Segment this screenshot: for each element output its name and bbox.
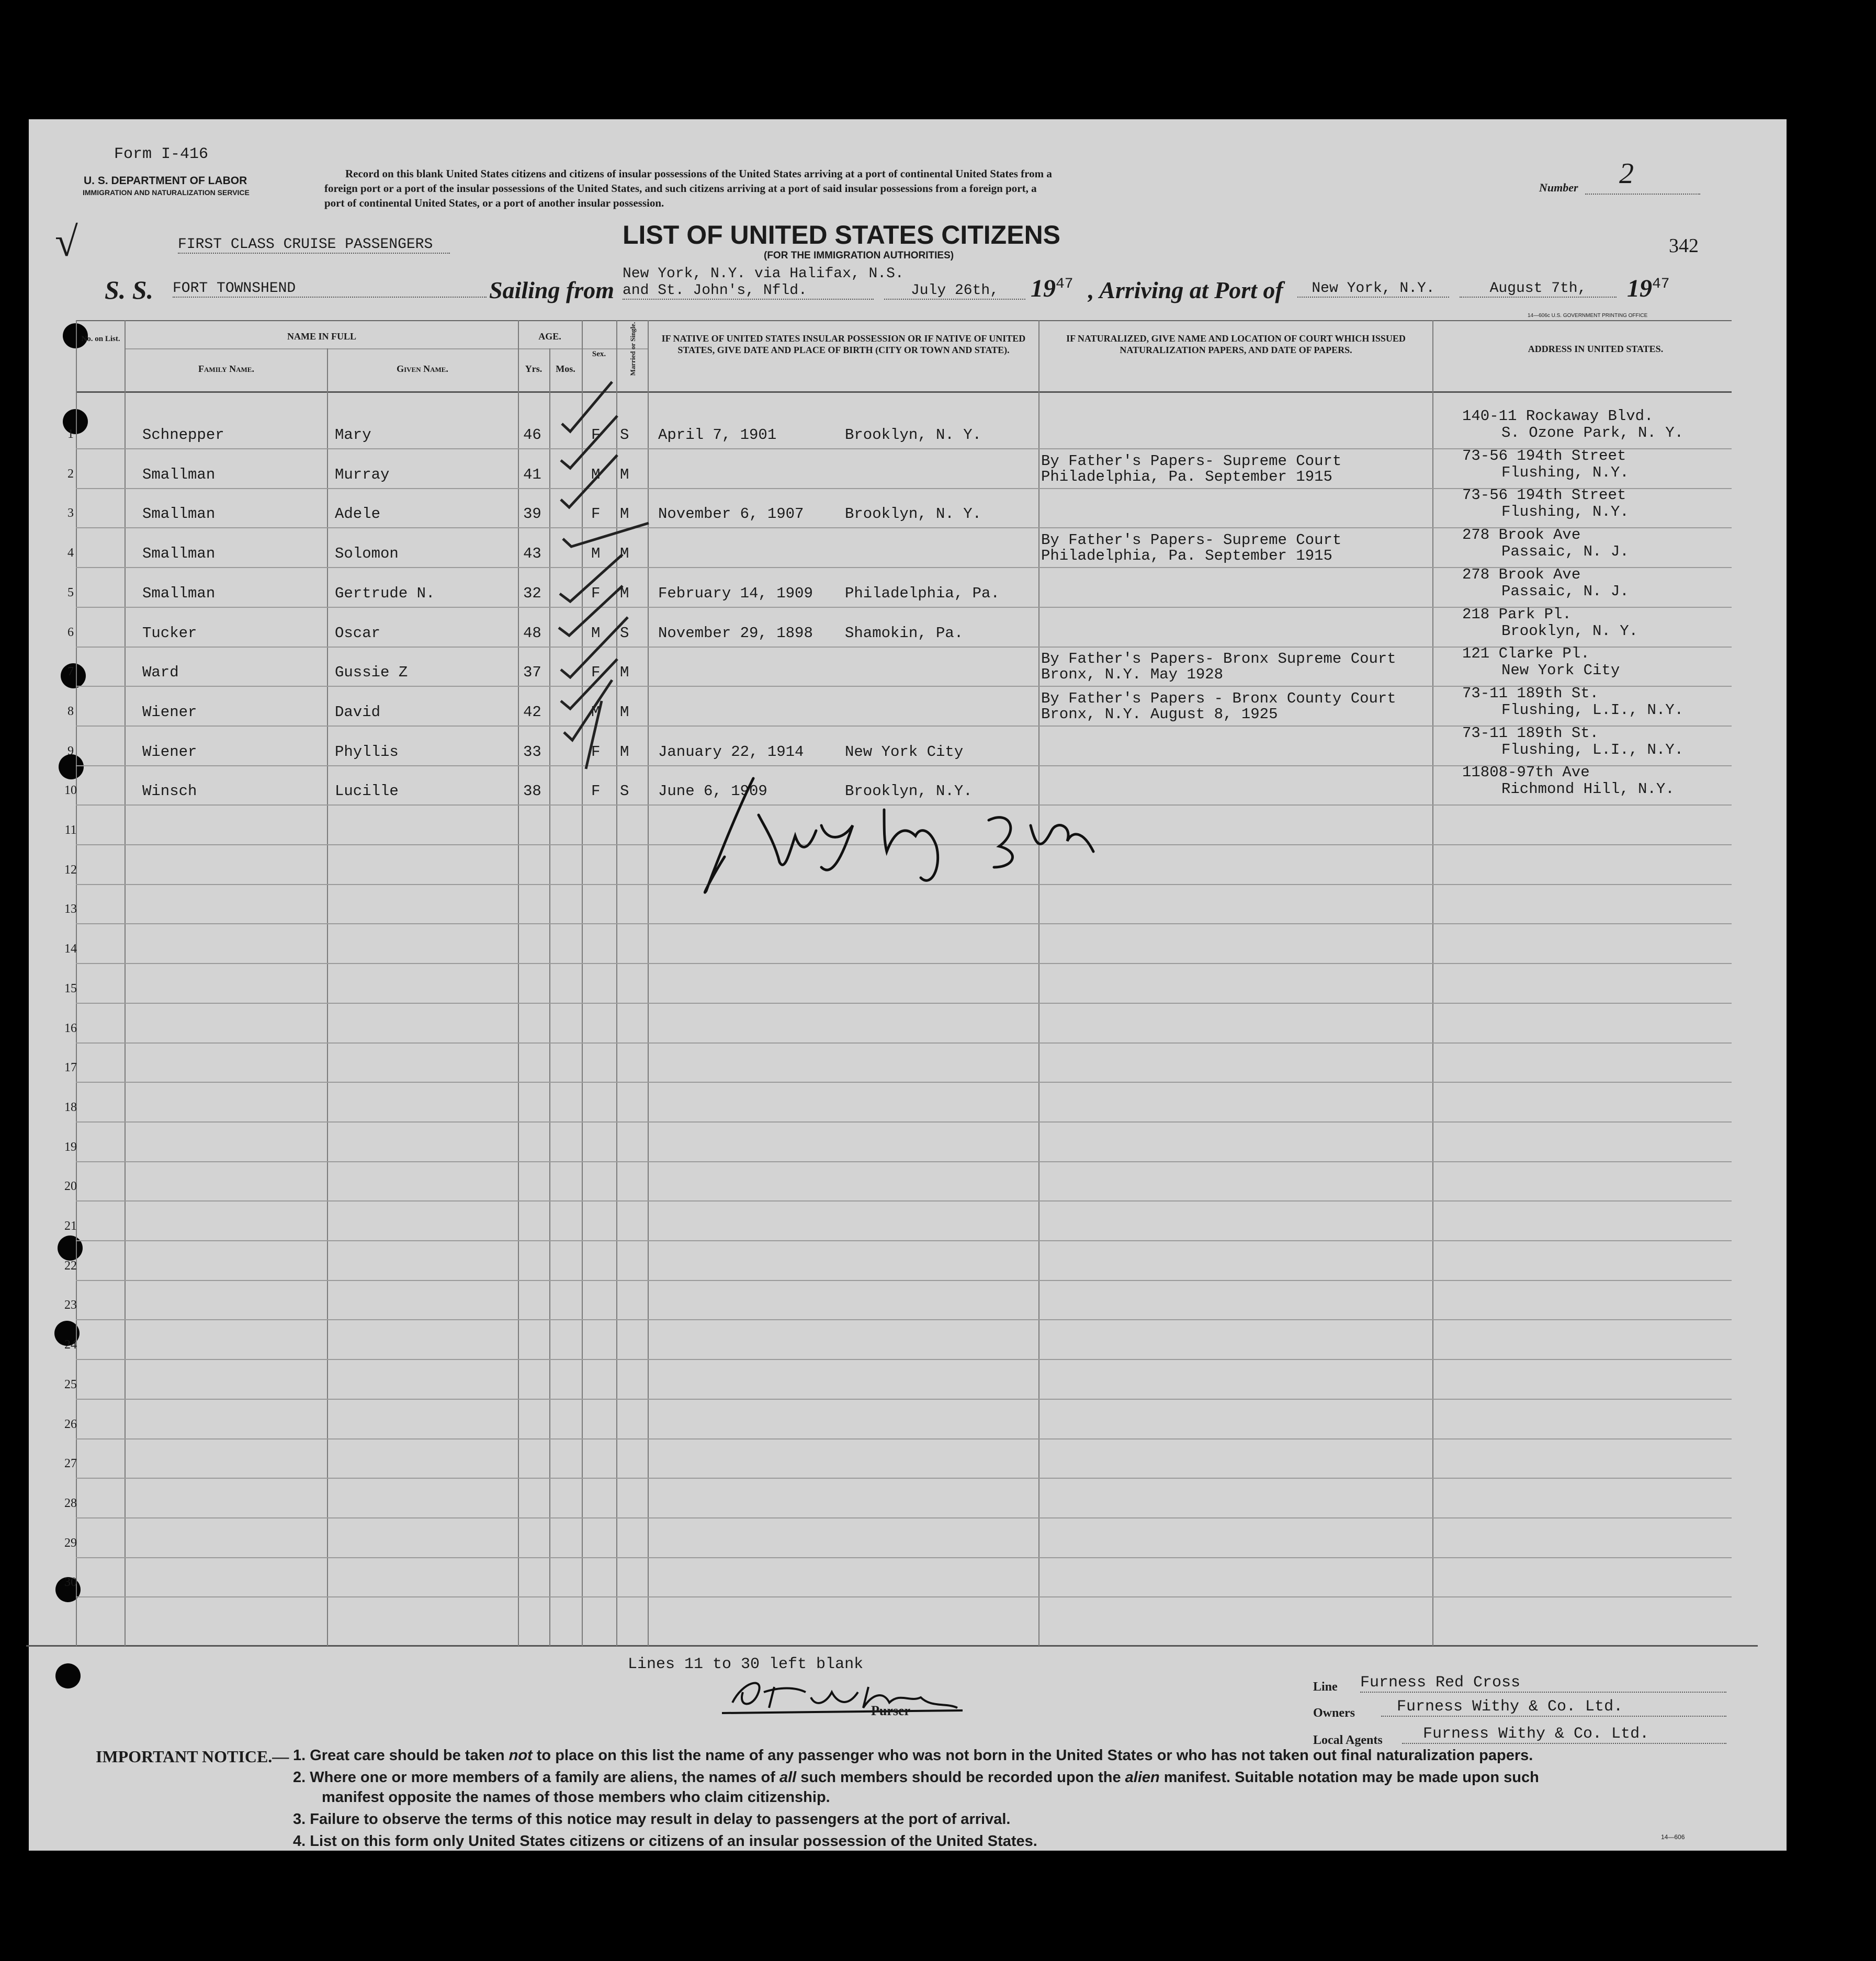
- family-name: Smallman: [142, 466, 216, 483]
- header-married-single: Married or Single.: [629, 322, 637, 376]
- given-name: Adele: [335, 505, 381, 523]
- age-years: 33: [523, 743, 541, 761]
- row-line: [76, 1003, 1732, 1004]
- row-number: 19: [64, 1140, 77, 1154]
- agents-label: Local Agents: [1313, 1733, 1383, 1747]
- sex: M: [591, 466, 601, 483]
- naturalization-line-2: Philadelphia, Pa. September 1915: [1041, 468, 1332, 485]
- age-years: 48: [523, 624, 541, 642]
- sex: F: [591, 783, 601, 800]
- owners-label: Owners: [1313, 1706, 1355, 1720]
- birth-date: February 14, 1909: [658, 584, 813, 602]
- number-label: Number: [1539, 181, 1578, 194]
- col-line: [549, 348, 550, 1646]
- age-years: 37: [523, 664, 541, 682]
- address-line-1: 73-56 194th Street: [1462, 486, 1626, 504]
- manifest-page: [29, 119, 1787, 1851]
- naturalization-line-1: By Father's Papers- Bronx Supreme Court: [1041, 650, 1396, 668]
- check-mark: [586, 701, 602, 769]
- sailing-from-1: New York, N.Y. via Halifax, N.S.: [623, 266, 904, 282]
- name-header-divider: [126, 348, 649, 349]
- row-number: 22: [64, 1259, 77, 1273]
- row-number: 14: [64, 942, 77, 956]
- row-number: 29: [64, 1536, 77, 1550]
- row-number: 18: [64, 1100, 77, 1114]
- row-line: [76, 1359, 1732, 1360]
- header-given-name: Given Name.: [397, 364, 448, 374]
- owners-value: Furness Withy & Co. Ltd.: [1381, 1698, 1726, 1717]
- row-number: 3: [67, 506, 74, 520]
- given-name: Murray: [335, 466, 390, 483]
- birth-date: June 6, 1909: [658, 783, 767, 800]
- inspector-signature: [696, 773, 1104, 904]
- address-line-2: Passaic, N. J.: [1501, 582, 1629, 600]
- sailing-year: $19^{47}$: [1031, 275, 1073, 302]
- line-label: Line: [1313, 1680, 1338, 1694]
- marital-status: M: [620, 505, 629, 523]
- given-name: Oscar: [335, 624, 381, 642]
- row-line: [76, 1082, 1732, 1083]
- list-subtitle: (FOR THE IMMIGRATION AUTHORITIES): [764, 250, 954, 261]
- row-line: [76, 1240, 1732, 1241]
- sex: F: [591, 743, 601, 761]
- row-line: [76, 1517, 1732, 1518]
- family-name: Wiener: [142, 703, 197, 721]
- marital-status: M: [620, 743, 629, 761]
- row-number: 13: [64, 902, 77, 916]
- row-line: [76, 1200, 1732, 1201]
- table-bottom-border: [26, 1645, 1758, 1647]
- row-number: 5: [67, 585, 74, 599]
- number-line: [1585, 188, 1700, 195]
- page-number: 342: [1669, 235, 1699, 257]
- punch-hole: [58, 1235, 83, 1261]
- notice-item-2: 2. Where one or more members of a family are aliens, the names of all such members should be recorded upon the alien manifest. Suitable notation may be made upon such: [293, 1769, 1539, 1786]
- punch-hole: [55, 1663, 81, 1688]
- agents-value: Furness Withy & Co. Ltd.: [1402, 1725, 1726, 1744]
- ship-name: FORT TOWNSHEND: [173, 280, 487, 298]
- naturalization-line-1: By Father's Papers- Supreme Court: [1041, 531, 1342, 549]
- naturalization-line-1: By Father's Papers- Supreme Court: [1041, 452, 1342, 470]
- row-number: 23: [64, 1298, 77, 1312]
- row-number: 12: [64, 863, 77, 877]
- class-line: FIRST CLASS CRUISE PASSENGERS: [178, 236, 450, 254]
- age-years: 39: [523, 505, 541, 523]
- sailing-date: July 26th,: [884, 282, 1025, 300]
- birth-place: Shamokin, Pa.: [845, 624, 964, 642]
- address-line-2: Flushing, L.I., N.Y.: [1501, 741, 1684, 758]
- check-mark: [561, 416, 617, 468]
- row-number: 1: [67, 427, 74, 441]
- header-yrs: Yrs.: [525, 364, 543, 374]
- header-address: ADDRESS IN UNITED STATES.: [1528, 344, 1664, 354]
- row-line: [76, 1596, 1732, 1597]
- row-number: 6: [67, 625, 74, 639]
- col-line: [327, 348, 328, 1646]
- row-line: [76, 1438, 1732, 1439]
- header-no: No. on List.: [81, 335, 120, 343]
- gpo-note: 14—606c U.S. GOVERNMENT PRINTING OFFICE: [1528, 313, 1648, 319]
- row-line: [76, 1161, 1732, 1162]
- arriving-date: August 7th,: [1460, 280, 1617, 298]
- address-line-1: 11808-97th Ave: [1462, 764, 1590, 781]
- notice-item-3: 3. Failure to observe the terms of this notice may result in delay to passengers at the port of arrival.: [293, 1811, 1011, 1828]
- address-line-2: New York City: [1501, 662, 1620, 679]
- birth-place: Brooklyn, N. Y.: [845, 505, 982, 523]
- naturalization-line-2: Philadelphia, Pa. September 1915: [1041, 547, 1332, 565]
- row-number: 21: [64, 1219, 77, 1233]
- family-name: Wiener: [142, 743, 197, 761]
- row-number: 4: [67, 546, 74, 560]
- age-years: 46: [523, 426, 541, 444]
- number-value: 2: [1619, 157, 1634, 190]
- department: U. S. DEPARTMENT OF LABOR: [84, 175, 247, 187]
- family-name: Smallman: [142, 505, 216, 523]
- notice-item-2-cont: manifest opposite the names of those members who claim citizenship.: [322, 1789, 830, 1806]
- birth-date: January 22, 1914: [658, 743, 804, 761]
- address-line-2: Flushing, N.Y.: [1501, 463, 1629, 481]
- given-name: Gertrude N.: [335, 584, 435, 602]
- address-line-2: Flushing, N.Y.: [1501, 503, 1629, 521]
- sex: F: [591, 505, 601, 523]
- address-line-2: Richmond Hill, N.Y.: [1501, 780, 1675, 798]
- address-line-1: 73-11 189th St.: [1462, 684, 1599, 702]
- row-number: 27: [64, 1457, 77, 1471]
- given-name: Mary: [335, 426, 371, 444]
- row-number: 2: [67, 467, 74, 481]
- notice-item-4: 4. List on this form only United States citizens or citizens of an insular possession of the United States.: [293, 1833, 1037, 1850]
- check-mark: [563, 523, 649, 547]
- form-number: Form I-416: [114, 145, 209, 163]
- row-number: 16: [64, 1021, 77, 1035]
- list-title: LIST OF UNITED STATES CITIZENS: [623, 220, 1061, 250]
- birth-date: November 29, 1898: [658, 624, 813, 642]
- notice-item-1: 1. Great care should be taken not to place on this list the name of any passenger who was not born in the United States or who has not taken out final naturalization papers.: [293, 1747, 1533, 1764]
- service: IMMIGRATION AND NATURALIZATION SERVICE: [83, 188, 250, 197]
- check-mark: [561, 617, 628, 677]
- lines-left-blank: Lines 11 to 30 left blank: [628, 1656, 864, 1673]
- address-line-2: Flushing, L.I., N.Y.: [1501, 701, 1684, 719]
- purser-signature-text: [711, 1671, 754, 1683]
- age-years: 32: [523, 584, 541, 602]
- row-line: [76, 1478, 1732, 1479]
- address-line-2: Passaic, N. J.: [1501, 543, 1629, 561]
- age-years: 43: [523, 545, 541, 563]
- row-line: [76, 1399, 1732, 1400]
- marital-status: M: [620, 545, 629, 563]
- birth-place: Brooklyn, N.Y.: [845, 783, 973, 800]
- sailing-label: Sailing from: [489, 277, 615, 303]
- sex: M: [591, 703, 601, 721]
- marital-status: S: [620, 426, 629, 444]
- arriving-year: $19^{47}$: [1627, 275, 1670, 302]
- header-name-in-full: NAME IN FULL: [287, 331, 356, 342]
- row-number: 11: [64, 823, 77, 837]
- address-line-1: 140-11 Rockaway Blvd.: [1462, 407, 1654, 425]
- birth-place: New York City: [845, 743, 964, 761]
- notice-heading: IMPORTANT NOTICE.—: [96, 1747, 289, 1766]
- row-number: 10: [64, 784, 77, 798]
- address-line-2: S. Ozone Park, N. Y.: [1501, 424, 1684, 441]
- address-line-1: 121 Clarke Pl.: [1462, 645, 1590, 663]
- family-name: Smallman: [142, 584, 216, 602]
- sex: M: [591, 545, 601, 563]
- birth-place: Philadelphia, Pa.: [845, 584, 1000, 602]
- marital-status: S: [620, 624, 629, 642]
- family-name: Ward: [142, 664, 179, 682]
- sailing-from-2: and St. John's, Nfld.: [623, 282, 874, 300]
- age-years: 38: [523, 783, 541, 800]
- arriving-port: New York, N.Y.: [1297, 280, 1449, 298]
- footer-code: 14—606: [1661, 1833, 1685, 1841]
- family-name: Schnepper: [142, 426, 224, 444]
- birth-date: November 6, 1907: [658, 505, 804, 523]
- address-line-1: 218 Park Pl.: [1462, 605, 1572, 623]
- sex: M: [591, 624, 601, 642]
- header-family-name: Family Name.: [198, 364, 254, 374]
- header-sex: Sex.: [592, 350, 606, 358]
- family-name: Tucker: [142, 624, 197, 642]
- header-naturalized: IF NATURALIZED, GIVE NAME AND LOCATION OF COURT WHICH ISSUED NATURALIZATION PAPERS, AND DATE OF PAPERS.: [1066, 333, 1406, 355]
- sex: F: [591, 426, 601, 444]
- arriving-label: , Arriving at Port of: [1088, 277, 1283, 303]
- row-number: 7: [67, 665, 74, 679]
- marital-status: S: [620, 783, 629, 800]
- row-number: 24: [64, 1338, 77, 1352]
- check-marks: [555, 366, 659, 795]
- row-line: [76, 923, 1732, 924]
- birth-place: Brooklyn, N. Y.: [845, 426, 982, 444]
- purser-label: Purser: [871, 1703, 911, 1718]
- given-name: Lucille: [335, 783, 399, 800]
- row-number: 8: [67, 704, 74, 718]
- address-line-1: 73-11 189th St.: [1462, 724, 1599, 742]
- address-line-1: 73-56 194th Street: [1462, 447, 1626, 464]
- header-age: AGE.: [538, 331, 561, 342]
- header-bottom-border: [76, 391, 1732, 393]
- row-line: [76, 1121, 1732, 1123]
- address-line-2: Brooklyn, N. Y.: [1501, 622, 1638, 640]
- ss-label: S. S.: [105, 275, 154, 304]
- address-line-1: 278 Brook Ave: [1462, 565, 1581, 583]
- naturalization-line-2: Bronx, N.Y. May 1928: [1041, 666, 1224, 684]
- age-years: 41: [523, 466, 541, 483]
- marital-status: M: [620, 466, 629, 483]
- inspector-signature-text: [696, 773, 792, 785]
- row-number: 26: [64, 1417, 77, 1431]
- col-line: [1038, 320, 1039, 1646]
- birth-date: April 7, 1901: [658, 426, 777, 444]
- row-number: 30: [64, 1575, 77, 1590]
- given-name: Phyllis: [335, 743, 399, 761]
- naturalization-line-1: By Father's Papers - Bronx County Court: [1041, 689, 1396, 707]
- row-number: 9: [67, 744, 74, 758]
- family-name: Winsch: [142, 783, 197, 800]
- row-line: [76, 1042, 1732, 1044]
- age-years: 42: [523, 703, 541, 721]
- given-name: Gussie Z: [335, 664, 408, 682]
- family-name: Smallman: [142, 545, 216, 563]
- sex: F: [591, 664, 601, 682]
- naturalization-line-2: Bronx, N.Y. August 8, 1925: [1041, 705, 1278, 723]
- marital-status: M: [620, 664, 629, 682]
- row-number: 28: [64, 1496, 77, 1510]
- row-line: [76, 963, 1732, 964]
- address-line-1: 278 Brook Ave: [1462, 526, 1581, 544]
- given-name: David: [335, 703, 381, 721]
- given-name: Solomon: [335, 545, 399, 563]
- header-mos: Mos.: [556, 364, 575, 374]
- marital-status: M: [620, 584, 629, 602]
- check-mark: [562, 382, 612, 432]
- col-line: [518, 320, 519, 1646]
- tick-mark: √: [55, 219, 78, 265]
- col-line: [125, 320, 126, 1646]
- row-line: [76, 1280, 1732, 1281]
- header-birth: IF NATIVE OF UNITED STATES INSULAR POSSESSION OR IF NATIVE OF UNITED STATES, GIVE DATE AND PLACE OF BIRTH (CITY OR TOWN AND STATE).: [661, 333, 1026, 355]
- row-line: [76, 1557, 1732, 1558]
- row-number: 20: [64, 1180, 77, 1194]
- check-mark: [561, 455, 617, 507]
- col-line: [1432, 320, 1433, 1646]
- row-number: 15: [64, 981, 77, 995]
- marital-status: M: [620, 703, 629, 721]
- check-mark: [559, 586, 623, 636]
- sex: F: [591, 584, 601, 602]
- line-value: Furness Red Cross: [1360, 1674, 1726, 1693]
- table-top-border: [76, 320, 1732, 321]
- row-line: [76, 1319, 1732, 1320]
- instructions: Record on this blank United States citizens and citizens of insular possessions of the United States arriving at a port of continental United States from a foreign port or a port of the insular possessions of the United States, and such citizens arriving at a port of said insular possessions from a foreign port, a port of continental United States, or a port of another insular possession.: [324, 167, 1052, 209]
- row-number: 17: [64, 1061, 77, 1075]
- row-number: 25: [64, 1377, 77, 1391]
